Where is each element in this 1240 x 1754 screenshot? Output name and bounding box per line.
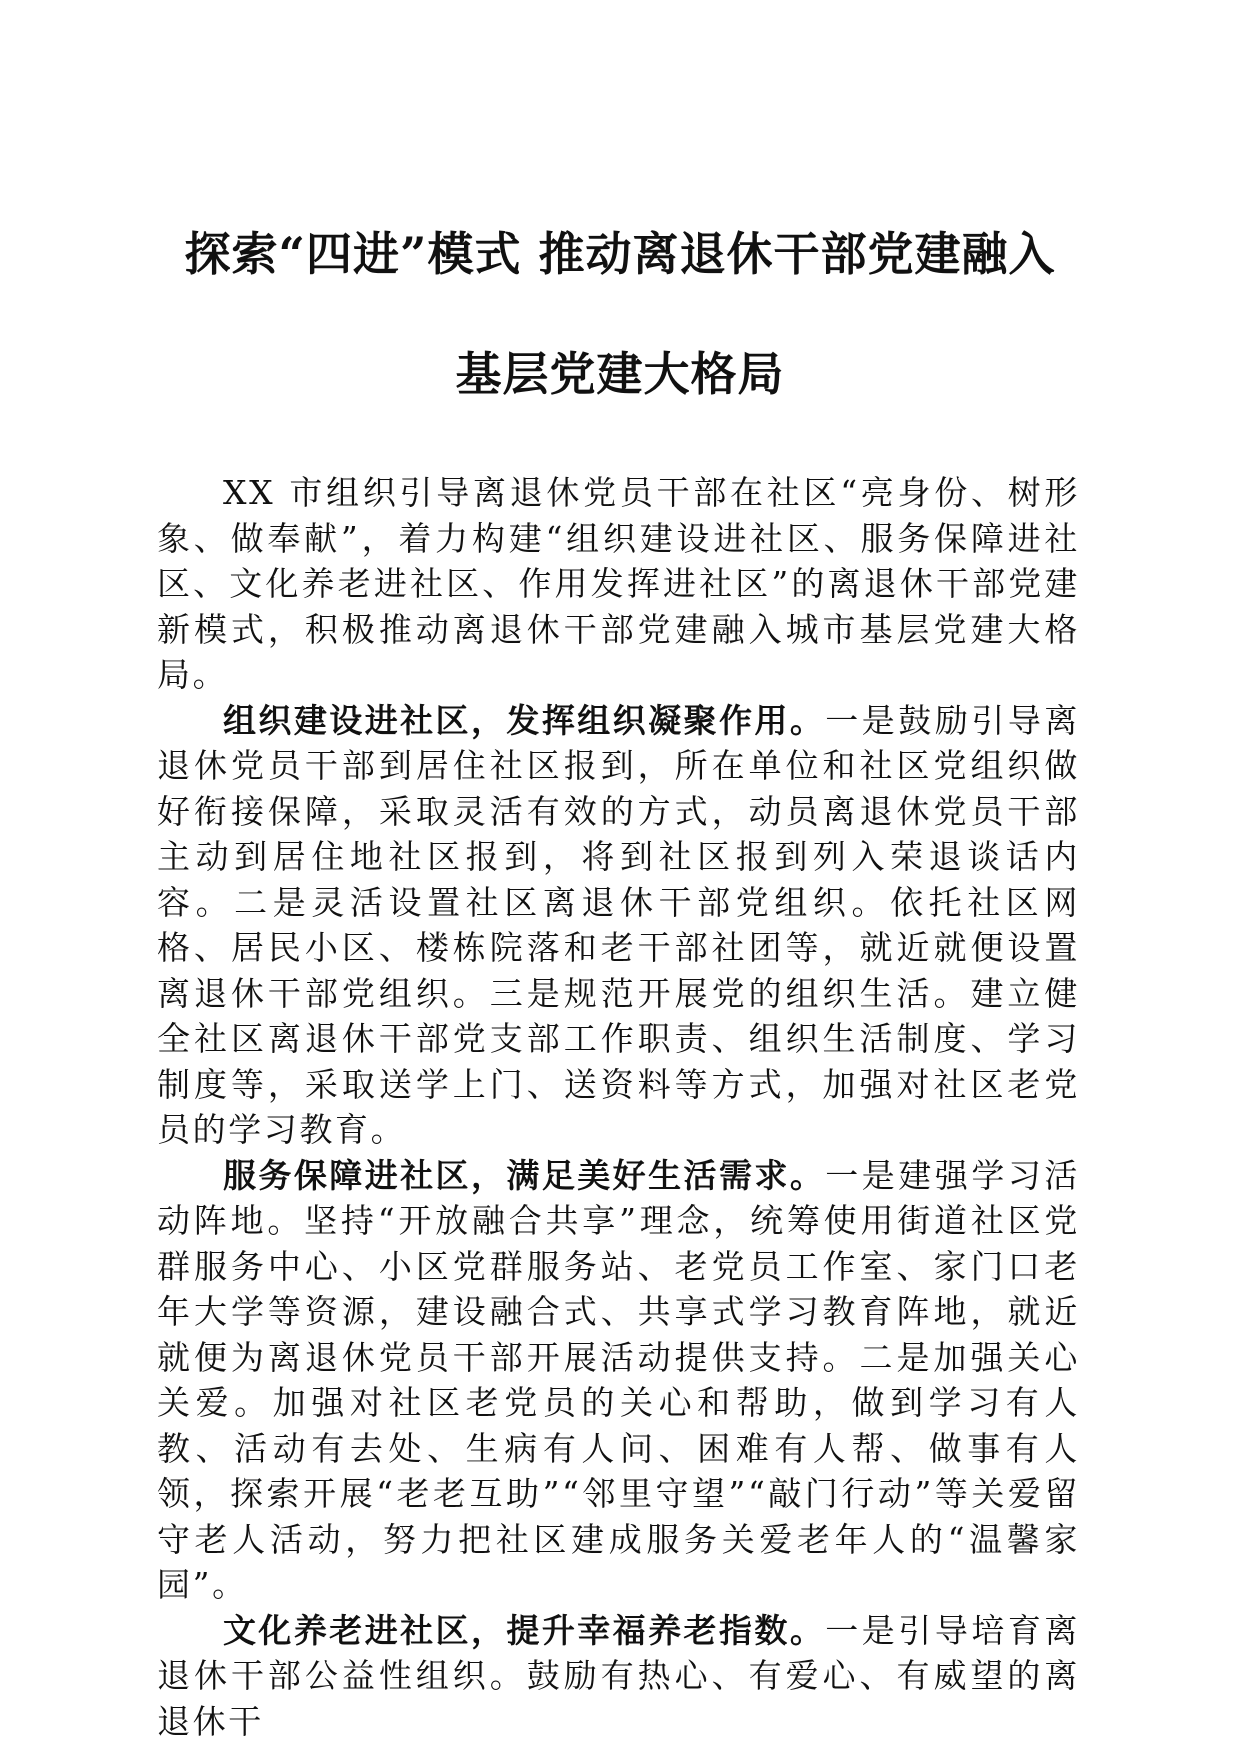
paragraph-text: 一是引导培育离退休干部公益性组织。鼓励有热心、有爱心、有威望的离退休干 (157, 1610, 1081, 1741)
paragraph-culture (157, 1608, 1080, 1745)
paragraph-lead: 文化养老进社区，提升幸福养老指数。 (223, 1610, 826, 1650)
paragraph-intro (157, 470, 1080, 698)
paragraph-text: XX 市组织引导离退休党员干部在社区“亮身份、树形象、做奉献”，着力构建“组织建设进社区、服务保障进社区、文化养老进社区、作用发挥进社区”的离退休干部党建新模式，积极推动离退休干部党建融入城市基层党建大格局。 (157, 473, 1080, 694)
document-title-line-2: 基层党建大格局 (455, 347, 785, 401)
document-title-line-1: 探索“四进”模式 推动离退休干部党建融入 (184, 227, 1056, 281)
paragraph-text: 一是鼓励引导离退休党员干部到居住社区报到，所在单位和社区党组织做好衔接保障，采取灵活有效的方式，动员离退休党员干部主动到居住地社区报到，将到社区报到列入荣退谈话内容。二是灵活设置社区离退休干部党组织。依托社区网格、居民小区、楼栋院落和老干部社团等，就近就便设置离退休干部党组织。三是规范开展党的组织生活。建立健全社区离退休干部党支部工作职责、组织生活制度、学习制度等，采取送学上门、送资料等方式，加强对社区老党员的学习教育。 (157, 700, 1081, 1149)
paragraph-service (157, 1153, 1080, 1608)
document-body (157, 470, 1080, 1744)
paragraph-organization (157, 698, 1080, 1153)
paragraph-text: 一是建强学习活动阵地。坚持“开放融合共享”理念，统筹使用街道社区党群服务中心、小区党群服务站、老党员工作室、家门口老年大学等资源，建设融合式、共享式学习教育阵地，就近就便为离退休党员干部开展活动提供支持。二是加强关心关爱。加强对社区老党员的关心和帮助，做到学习有人教、活动有去处、生病有人问、困难有人帮、做事有人领，探索开展“老老互助”“邻里守望”“敲门行动”等关爱留守老人活动，努力把社区建成服务关爱老年人的“温馨家园”。 (157, 1155, 1081, 1604)
paragraph-lead: 组织建设进社区，发挥组织凝聚作用。 (223, 700, 826, 740)
paragraph-lead: 服务保障进社区，满足美好生活需求。 (223, 1155, 826, 1195)
